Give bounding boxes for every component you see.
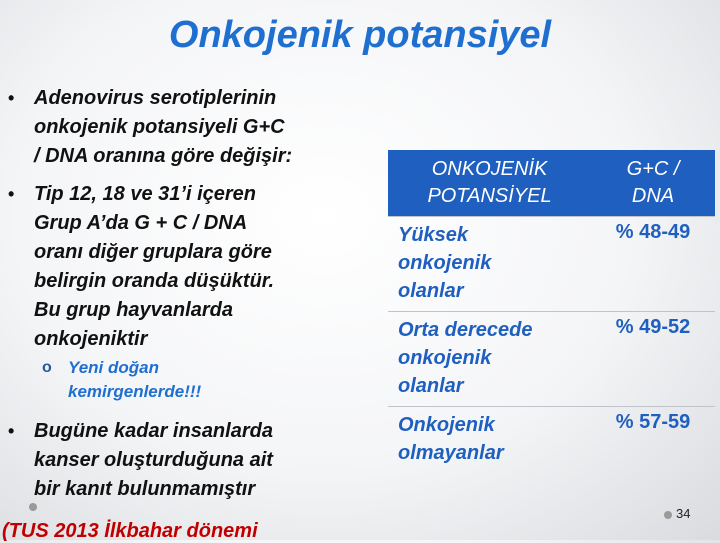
bullet-line: Tip 12, 18 ve 31’i içeren	[34, 183, 256, 205]
bullet-line: Grup A’da G + C / DNA	[34, 212, 248, 234]
row-value: % 49-52	[591, 312, 715, 407]
row-label	[388, 217, 591, 312]
bullet-dot-icon: •	[8, 184, 15, 204]
table-row	[388, 407, 715, 484]
circle-bullet-icon: o	[42, 359, 52, 376]
label-line: onkojenik	[398, 252, 492, 274]
bullet-dot-icon: •	[8, 421, 15, 441]
bullet-line: Bugüne kadar insanlarda	[34, 420, 273, 442]
source-citation: (TUS 2013 İlkbahar dönemi	[2, 520, 258, 542]
bullet-line: oranı diğer gruplara göre	[34, 241, 272, 263]
header-oncogenic-potential	[388, 150, 591, 217]
header-line: DNA	[631, 185, 675, 207]
bullet-line: / DNA oranına göre değişir:	[34, 145, 293, 167]
row-value: % 48-49	[591, 217, 715, 312]
bullet-line: onkojenik potansiyeli G+C	[34, 116, 285, 138]
bullet-line: onkojeniktir	[34, 328, 148, 350]
table-row	[388, 217, 715, 312]
header-line: G+C /	[626, 158, 680, 180]
table-row	[388, 312, 715, 407]
bullet-line: bir kanıt bulunmamıştır	[34, 478, 256, 500]
bullet-dot-icon: •	[8, 88, 15, 108]
label-line: Yüksek	[398, 224, 469, 246]
row-label	[388, 312, 591, 407]
sub-bullet-line: Yeni doğan	[68, 358, 159, 377]
table-header-row	[388, 150, 715, 217]
label-line: olanlar	[398, 375, 464, 397]
label-line: olmayanlar	[398, 442, 504, 464]
label-line: Onkojenik	[398, 414, 495, 436]
row-value: % 57-59	[591, 407, 715, 484]
bullet-line: Bu grup hayvanlarda	[34, 299, 233, 321]
row-label	[388, 407, 591, 484]
header-line: ONKOJENİK	[431, 158, 548, 180]
slide-title: Onkojenik potansiyel	[168, 14, 552, 56]
oncogenic-table	[388, 150, 715, 483]
label-line: onkojenik	[398, 347, 492, 369]
bullet-line: belirgin oranda düşüktür.	[34, 270, 275, 292]
header-gc-dna	[591, 150, 715, 217]
sub-bullet-line: kemirgenlerde!!!	[68, 382, 202, 401]
decorative-dot	[29, 503, 37, 511]
page-number: 34	[676, 506, 691, 521]
decorative-dot	[664, 511, 672, 519]
header-line: POTANSİYEL	[427, 185, 552, 207]
bullet-line: kanser oluşturduğuna ait	[34, 449, 273, 471]
label-line: Orta derecede	[398, 319, 533, 341]
label-line: olanlar	[398, 280, 464, 302]
bullet-line: Adenovirus serotiplerinin	[34, 87, 277, 109]
